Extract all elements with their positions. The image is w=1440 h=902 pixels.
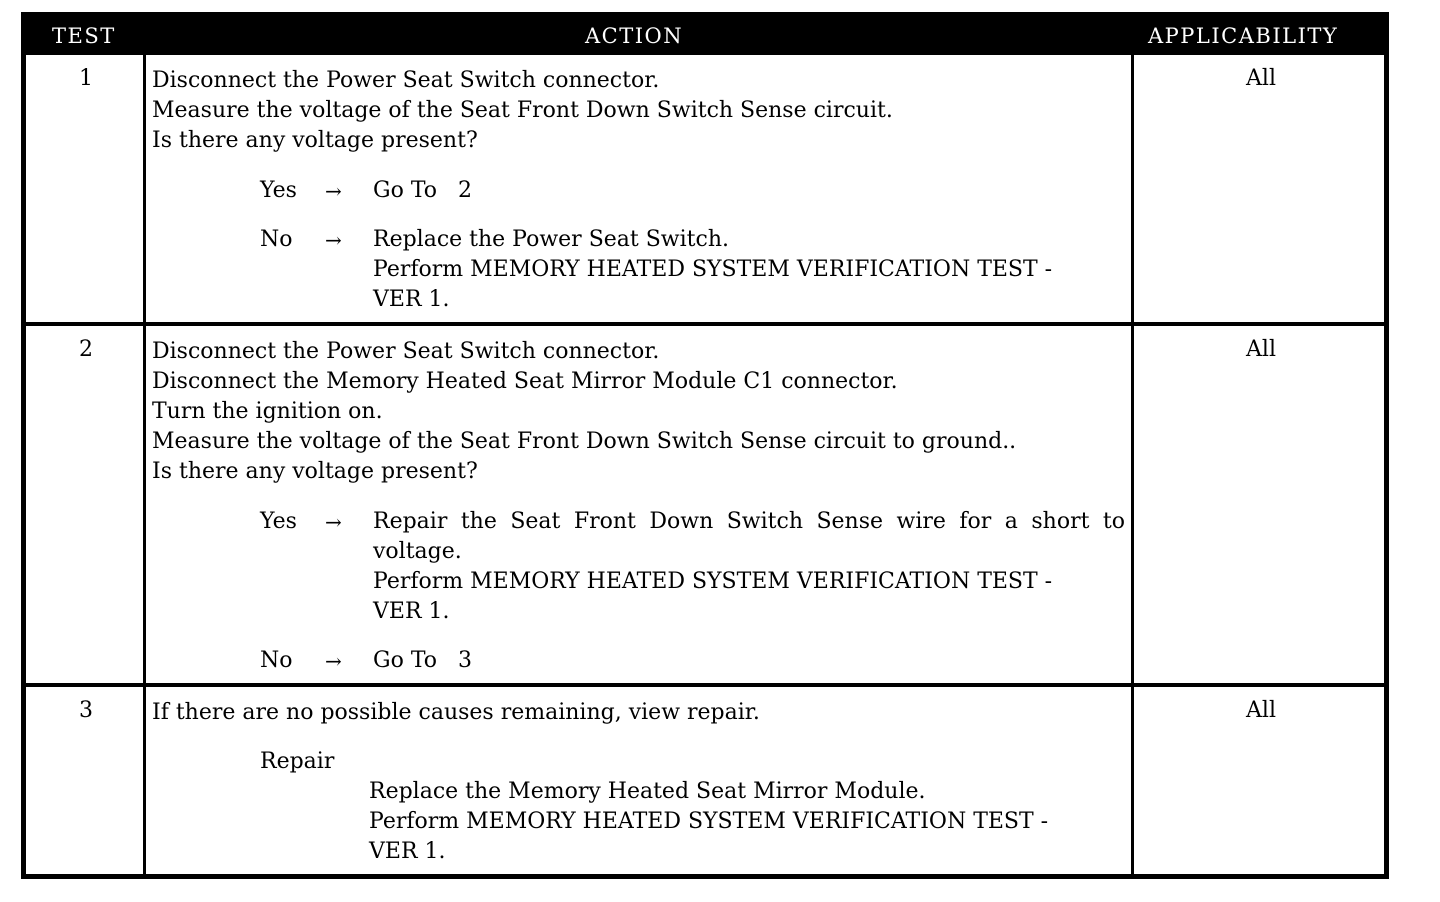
no-label: No [260,227,293,252]
applicability-value: All [1246,66,1276,91]
repair-instruction: Perform MEMORY HEATED SYSTEM VERIFICATION TEST - [369,809,1049,834]
yes-label: Yes [260,178,297,203]
yes-result: Perform MEMORY HEATED SYSTEM VERIFICATION TEST - [373,569,1053,594]
applicability-value: All [1246,698,1276,723]
arrow-right-icon: → [325,510,342,534]
action-step: Measure the voltage of the Seat Front Down Switch Sense circuit to ground.. [152,429,1017,454]
diagnostic-test-table [21,12,1389,879]
column-divider-test [143,55,146,874]
row-divider [26,683,1384,687]
yes-result: VER 1. [373,599,450,624]
action-step: Disconnect the Power Seat Switch connector. [152,68,660,93]
yes-label: Yes [260,509,297,534]
repair-label: Repair [260,749,335,774]
test-number: 2 [79,337,93,362]
row-divider [26,322,1384,326]
arrow-right-icon: → [325,649,342,673]
column-divider-applicability [1131,55,1134,874]
yes-result: Repair the Seat Front Down Switch Sense wire for a short to [373,509,1125,534]
no-label: No [260,648,293,673]
action-step: Disconnect the Memory Heated Seat Mirror Module C1 connector. [152,369,898,394]
header-action: ACTION [585,24,684,48]
action-step: Turn the ignition on. [152,399,383,424]
no-result: Go To 3 [373,648,472,673]
action-step: If there are no possible causes remaining, view repair. [152,700,760,725]
header-test: TEST [52,24,116,48]
yes-result: Go To 2 [373,178,472,203]
action-step: Measure the voltage of the Seat Front Down Switch Sense circuit. [152,98,893,123]
test-number: 1 [79,66,93,91]
action-step: Is there any voltage present? [152,459,478,484]
yes-result: voltage. [373,539,462,564]
action-step: Disconnect the Power Seat Switch connector. [152,339,660,364]
header-applicability: APPLICABILITY [1148,24,1339,48]
arrow-right-icon: → [325,228,342,252]
action-step: Is there any voltage present? [152,128,478,153]
repair-instruction: Replace the Memory Heated Seat Mirror Module. [369,779,926,804]
applicability-value: All [1246,337,1276,362]
arrow-right-icon: → [325,179,342,203]
repair-instruction: VER 1. [369,839,446,864]
no-result: Replace the Power Seat Switch. [373,227,729,252]
table-header [26,17,1384,55]
no-result: Perform MEMORY HEATED SYSTEM VERIFICATION TEST - [373,257,1053,282]
test-number: 3 [79,698,93,723]
no-result: VER 1. [373,287,450,312]
